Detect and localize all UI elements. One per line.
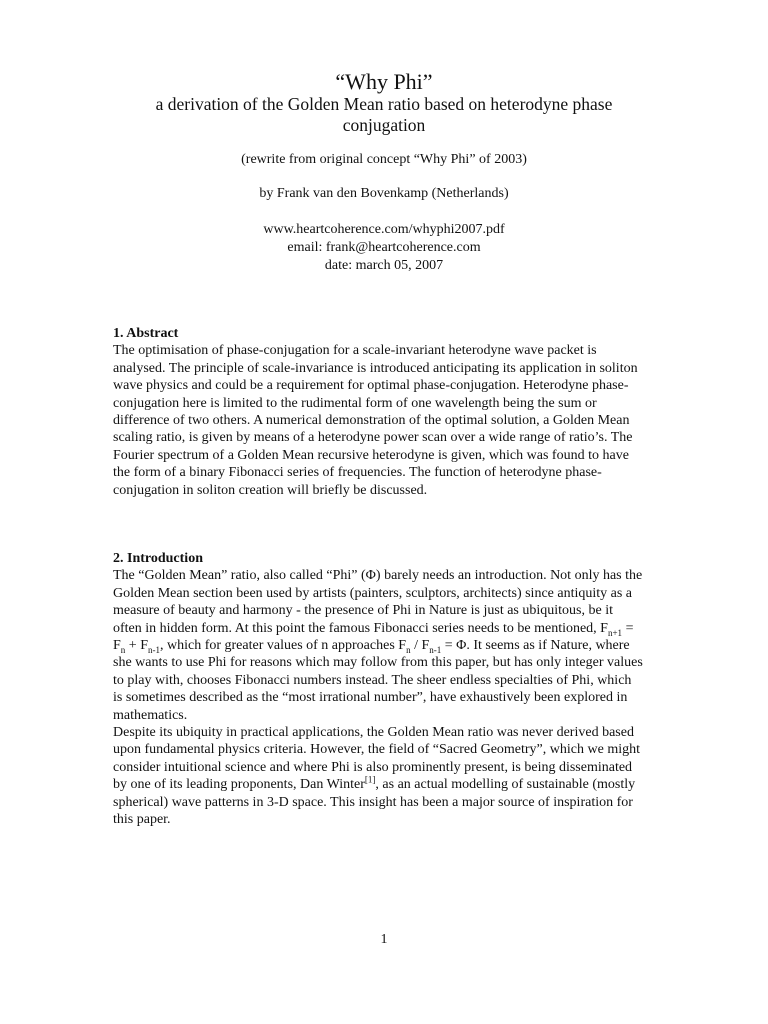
abstract-body: The optimisation of phase-conjugation for a scale-invariant heterodyne wave packet is analysed. The principle of scale-invariance is introduced anticipating its application in soliton wave physics and could be a requirement for optimal phase-conjugation. Heterodyne phase-conjugation here is limited to the rudimental form of one wavelength being the sum or difference of two others. A numerical demonstration of the optimal solution, a Golden Mean scaling ratio, is given by means of a heterodyne power scan over a wide range of ratio’s. The Fourier spectrum of a Golden Mean recursive heterodyne is given, which was found to have the form of a binary Fibonacci series of frequencies. The function of heterodyne phase-conjugation in soliton creation will briefly be discussed. (113, 343, 638, 498)
author-line: by Frank van den Bovenkamp (Netherlands) (259, 186, 509, 201)
rewrite-note: (rewrite from original concept “Why Phi” of 2003) (241, 152, 527, 167)
reference-marker[interactable]: [1] (364, 774, 376, 785)
page-number: 1 (380, 932, 388, 947)
abstract-heading: 1. Abstract (113, 326, 179, 341)
paper-subtitle: a derivation of the Golden Mean ratio based on heterodyne phase conjugation (155, 94, 613, 135)
abstract-section (113, 325, 643, 499)
introduction-paragraph-2: Despite its ubiquity in practical applications, the Golden Mean ratio was never derived based upon fundamental physics criteria. However, the field of “Sacred Geometry”, which we might consider intuitional science and where Phi is also prominently present, is being disseminated by one of its leading proponents, Dan Winter[1], as an actual modelling of sustainable (mostly spherical) wave patterns in 3-D space. This insight has been a major source of inspiration for this paper. (113, 725, 640, 828)
introduction-section (113, 550, 643, 829)
email-line: email: frank@heartcoherence.com (287, 240, 481, 255)
url-line: www.heartcoherence.com/whyphi2007.pdf (263, 222, 505, 237)
introduction-heading: 2. Introduction (113, 551, 203, 566)
introduction-paragraph-1: The “Golden Mean” ratio, also called “Phi” (Φ) barely needs an introduction. Not only has the Golden Mean section been used by artists (painters, sculptors, architects) since antiquity as a measure of beauty and harmony - the presence of Phi in Nature is just as ubiquitous, be it often in hidden form. At this point the famous Fibonacci series needs to be mentioned, $F_{n+1} = F_n + F_{n-1}$, which for greater values of n approaches $F_n / F_{n-1} = \Phi$. It seems as if Nature, where she wants to use Phi for reasons which may follow from this paper, but has only integer values to play with, chooses Fibonacci numbers instead. The sheer endless specialties of Phi, which is sometimes described as the “most irrational number”, have exhaustively been explored in mathematics. (113, 568, 643, 723)
date-line: date: march 05, 2007 (324, 258, 444, 273)
paper-title: “Why Phi” (335, 69, 433, 94)
